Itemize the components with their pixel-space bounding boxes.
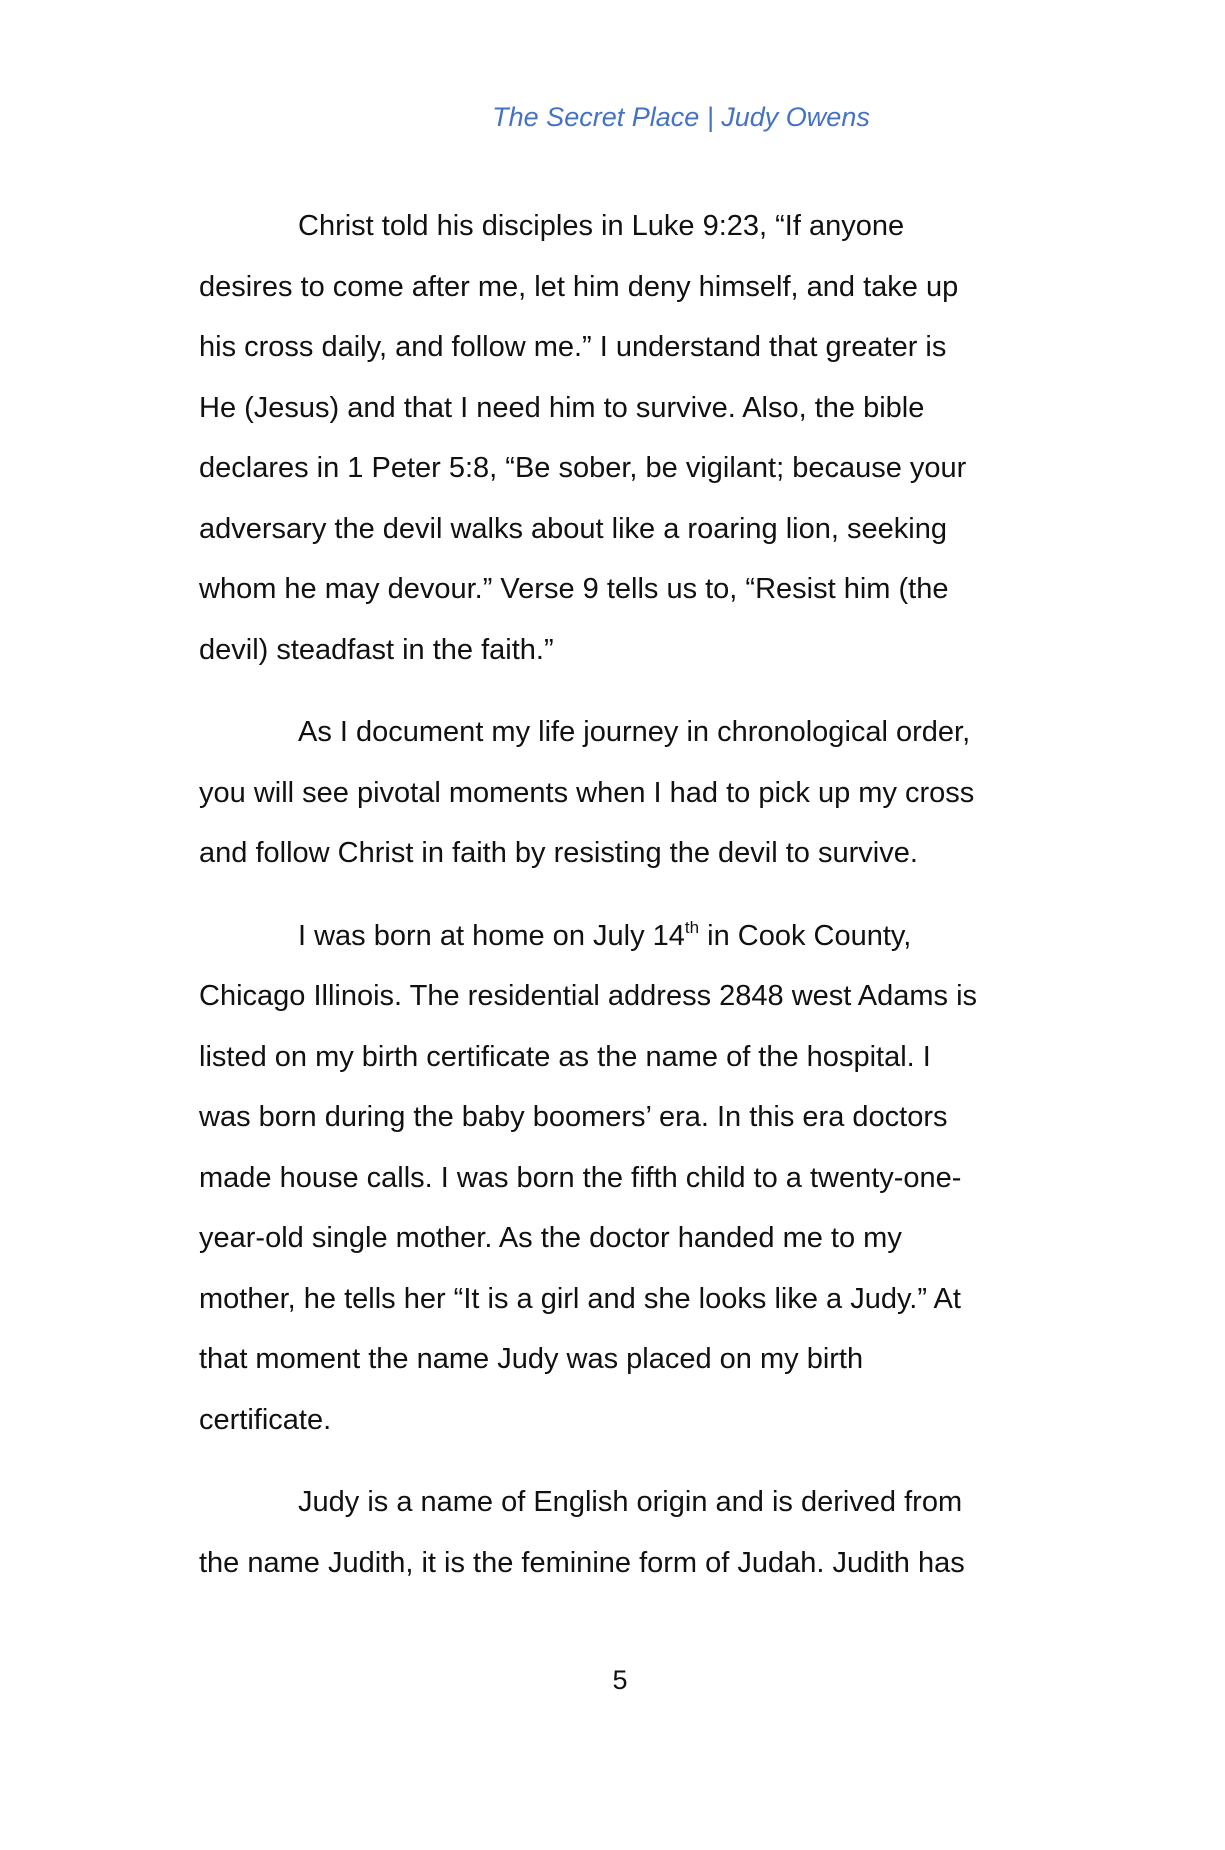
text-line: and follow Christ in faith by resisting the devil to survive. — [199, 837, 918, 869]
text-line: Christ told his disciples in Luke 9:23, “If anyone — [298, 210, 905, 242]
text-line: was born during the baby boomers’ era. In this era doctors — [199, 1101, 948, 1133]
text-line: the name Judith, it is the feminine form of Judah. Judith has — [199, 1546, 965, 1579]
body-text — [199, 196, 1014, 1615]
text-line: He (Jesus) and that I need him to survive. Also, the bible — [199, 391, 925, 424]
ordinal-suffix: th — [684, 917, 700, 937]
text-line: year-old single mother. As the doctor handed me to my — [199, 1222, 902, 1254]
text-line: As I document my life journey in chronological order, — [298, 716, 971, 748]
text-line: adversary the devil walks about like a roaring lion, seeking — [199, 512, 947, 545]
text-line: that moment the name Judy was placed on my birth — [199, 1343, 864, 1375]
text-line: Chicago Illinois. The residential address 2848 west Adams is — [199, 980, 978, 1012]
text-line: his cross daily, and follow me.” I understand that greater is — [199, 331, 947, 363]
paragraph-3 — [199, 906, 1014, 1451]
text-line — [199, 906, 1014, 967]
text-line: mother, he tells her “It is a girl and she looks like a Judy.” At — [199, 1282, 961, 1315]
text-line: Judy is a name of English origin and is derived from — [298, 1486, 963, 1518]
text-segment: I was born at home on July 14 — [298, 919, 685, 952]
text-line: desires to come after me, let him deny himself, and take up — [199, 270, 959, 303]
text-line: declares in 1 Peter 5:8, “Be sober, be vigilant; because your — [199, 452, 967, 484]
text-line: devil) steadfast in the faith.” — [199, 633, 554, 666]
text-line: certificate. — [199, 1403, 332, 1436]
paragraph-4 — [199, 1472, 1014, 1593]
page-number: 5 — [612, 1665, 628, 1695]
text-line: whom he may devour.” Verse 9 tells us to, “Resist him (the — [199, 573, 949, 605]
running-header: The Secret Place | Judy Owens — [492, 102, 870, 132]
text-line: you will see pivotal moments when I had to pick up my cross — [199, 776, 975, 809]
paragraph-2 — [199, 702, 1014, 884]
text-line: listed on my birth certificate as the name of the hospital. I — [199, 1040, 931, 1073]
paragraph-1 — [199, 196, 1014, 680]
text-line: made house calls. I was born the fifth child to a twenty-one- — [199, 1161, 962, 1194]
text-segment: in Cook County, — [699, 919, 912, 952]
